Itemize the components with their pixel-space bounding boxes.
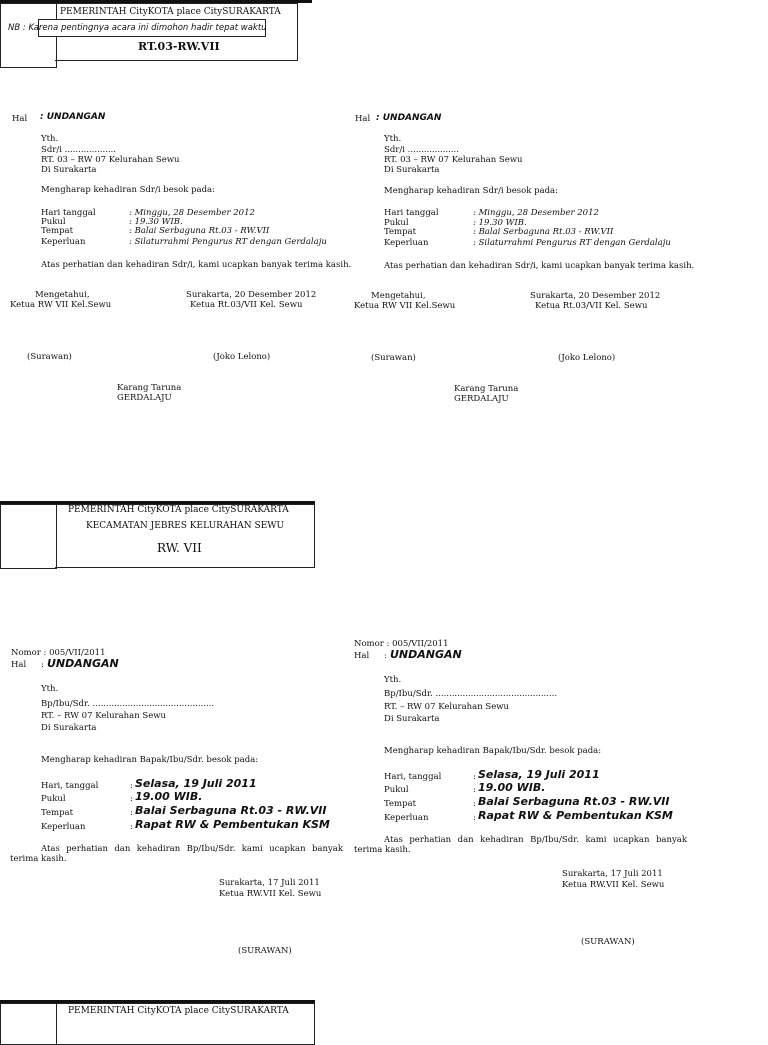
keperluan-label: Keperluan xyxy=(41,237,86,247)
closing: Atas perhatian dan kehadiran Sdr/i, kami ucapkan banyak terima kasih. xyxy=(384,261,695,271)
hari-value: Selasa, 19 Juli 2011 xyxy=(135,777,257,790)
pukul-label: Pukul xyxy=(384,785,409,795)
yth: Yth. xyxy=(41,684,59,694)
di-line: Di Surakarta xyxy=(41,723,97,733)
keperluan-value: : Silaturrahmi Pengurus RT dengan Gerdalaju xyxy=(473,238,671,248)
tempat-value: Balai Serbaguna Rt.03 - RW.VII xyxy=(135,804,327,817)
hari-label: Hari tanggal xyxy=(384,208,439,218)
hari-value: : Minggu, 28 Desember 2012 xyxy=(129,208,255,218)
hari-label: Hari, tanggal xyxy=(384,772,442,782)
hal-colon: : xyxy=(384,651,387,661)
hari-label: Hari tanggal xyxy=(41,208,96,218)
hari-label: Hari, tanggal xyxy=(41,781,99,791)
header2-line2: KECAMATAN JEBRES KELURAHAN SEWU xyxy=(86,521,285,531)
sign: (SURAWAN) xyxy=(238,946,292,956)
intro: Mengharap kehadiran Bapak/Ibu/Sdr. besok pada: xyxy=(41,755,259,765)
header2-rw: RW. VII xyxy=(157,541,202,555)
mengetahui: Mengetahui, xyxy=(35,290,90,300)
tempat-label: Tempat xyxy=(41,226,74,236)
nomor: Nomor : 005/VII/2011 xyxy=(354,639,449,649)
header1-rw: RT.03-RW.VII xyxy=(138,40,220,53)
bp-line: Bp/Ibu/Sdr. ............................................. xyxy=(41,699,215,709)
pukul-label: Pukul xyxy=(384,218,409,228)
keperluan-colon: : xyxy=(130,822,133,832)
hal-label: Hal xyxy=(354,651,370,661)
hari-colon: : xyxy=(473,772,476,782)
di-line: Di Surakarta xyxy=(384,714,440,724)
tempat-colon: : xyxy=(473,799,476,809)
header2-line1: PEMERINTAH CityKOTA place CitySURAKARTA xyxy=(68,505,289,515)
hal-value: : UNDANGAN xyxy=(40,112,106,122)
pukul-colon: : xyxy=(473,785,476,795)
header2-logo-box xyxy=(0,504,57,569)
di-line: Di Surakarta xyxy=(384,165,440,175)
tempat-value: Balai Serbaguna Rt.03 - RW.VII xyxy=(478,795,670,808)
place-date: Surakarta, 17 Juli 2011 xyxy=(219,878,320,888)
sign-right: (Joko Lelono) xyxy=(213,352,271,362)
hal-value: UNDANGAN xyxy=(390,648,462,661)
tempat-label: Tempat xyxy=(384,227,417,237)
tempat-label: Tempat xyxy=(384,799,417,809)
ketua: Ketua RW.VII Kel. Sewu xyxy=(219,889,322,899)
pukul-value: 19.00 WIB. xyxy=(135,790,203,803)
intro: Mengharap kehadiran Bapak/Ibu/Sdr. besok pada: xyxy=(384,746,602,756)
rt-line: RT. – RW 07 Kelurahan Sewu xyxy=(384,702,509,712)
ketua-rt: Ketua Rt.03/VII Kel. Sewu xyxy=(535,301,648,311)
sign: (SURAWAN) xyxy=(581,937,635,947)
nomor: Nomor : 005/VII/2011 xyxy=(11,648,106,658)
keperluan-label: Keperluan xyxy=(384,813,429,823)
hal-value: : UNDANGAN xyxy=(376,113,442,123)
tempat-colon: : xyxy=(130,808,133,818)
keperluan-colon: : xyxy=(473,813,476,823)
karang-taruna: Karang Taruna xyxy=(117,383,182,393)
yth: Yth. xyxy=(384,134,402,144)
hal-label: Hal xyxy=(12,114,28,124)
keperluan-value: : Silaturrahmi Pengurus RT dengan Gerdalaju xyxy=(129,237,327,247)
closing: Atas perhatian dan kehadiran Bp/Ibu/Sdr. kami ucapkan banyak terima kasih. xyxy=(10,844,343,864)
yth: Yth. xyxy=(41,134,59,144)
sign-left: (Surawan) xyxy=(27,352,72,362)
ketua-rt: Ketua Rt.03/VII Kel. Sewu xyxy=(190,300,303,310)
ketua-rw: Ketua RW VII Kel.Sewu xyxy=(354,301,456,311)
hal-label: Hal xyxy=(11,660,27,670)
yth: Yth. xyxy=(384,675,402,685)
hal-colon: : xyxy=(41,660,44,670)
bp-line: Bp/Ibu/Sdr. ............................................. xyxy=(384,689,558,699)
rt-line: RT. 03 – RW 07 Kelurahan Sewu xyxy=(384,155,523,165)
sdr: Sdr/i ................... xyxy=(384,145,459,155)
intro: Mengharap kehadiran Sdr/i besok pada: xyxy=(384,186,558,196)
closing: Atas perhatian dan kehadiran Bp/Ibu/Sdr. kami ucapkan banyak terima kasih. xyxy=(354,835,687,855)
header1-note: NB : Karena pentingnya acara ini dimohon hadir tepat waktu xyxy=(8,23,267,33)
pukul-value: : 19.30 WIB. xyxy=(473,218,527,228)
tempat-value: : Balai Serbaguna Rt.03 - RW.VII xyxy=(473,227,614,237)
place-date: Surakarta, 20 Desember 2012 xyxy=(530,291,661,301)
pukul-value: 19.00 WIB. xyxy=(478,781,546,794)
place-date: Surakarta, 17 Juli 2011 xyxy=(562,869,663,879)
sign-right: (Joko Lelono) xyxy=(558,353,616,363)
keperluan-label: Keperluan xyxy=(41,822,86,832)
ketua-rw: Ketua RW VII Kel.Sewu xyxy=(10,300,112,310)
gerdalaju: GERDALAJU xyxy=(454,394,509,404)
keperluan-label: Keperluan xyxy=(384,238,429,248)
hal-label: Hal xyxy=(355,114,371,124)
mengetahui: Mengetahui, xyxy=(371,291,426,301)
sign-left: (Surawan) xyxy=(371,353,416,363)
header1-line1: PEMERINTAH CityKOTA place CitySURAKARTA xyxy=(60,7,281,17)
pukul-value: : 19.30 WIB. xyxy=(129,217,183,227)
karang-taruna: Karang Taruna xyxy=(454,384,519,394)
rt-line: RT. 03 – RW 07 Kelurahan Sewu xyxy=(41,155,180,165)
hal-value: UNDANGAN xyxy=(47,657,119,670)
intro: Mengharap kehadiran Sdr/i besok pada: xyxy=(41,185,215,195)
ketua: Ketua RW.VII Kel. Sewu xyxy=(562,880,665,890)
di-line: Di Surakarta xyxy=(41,165,97,175)
hari-value: Selasa, 19 Juli 2011 xyxy=(478,768,600,781)
header3-line1: PEMERINTAH CityKOTA place CitySURAKARTA xyxy=(68,1006,289,1016)
hari-value: : Minggu, 28 Desember 2012 xyxy=(473,208,599,218)
hari-colon: : xyxy=(130,781,133,791)
pukul-label: Pukul xyxy=(41,217,66,227)
keperluan-value: Rapat RW & Pembentukan KSM xyxy=(135,818,330,831)
keperluan-value: Rapat RW & Pembentukan KSM xyxy=(478,809,673,822)
closing: Atas perhatian dan kehadiran Sdr/i, kami ucapkan banyak terima kasih. xyxy=(41,260,352,270)
header3-logo-box xyxy=(0,1003,57,1045)
pukul-colon: : xyxy=(130,794,133,804)
sdr: Sdr/i ................... xyxy=(41,145,116,155)
tempat-value: : Balai Serbaguna Rt.03 - RW.VII xyxy=(129,226,270,236)
rt-line: RT. – RW 07 Kelurahan Sewu xyxy=(41,711,166,721)
tempat-label: Tempat xyxy=(41,808,74,818)
gerdalaju: GERDALAJU xyxy=(117,393,172,403)
pukul-label: Pukul xyxy=(41,794,66,804)
place-date: Surakarta, 20 Desember 2012 xyxy=(186,290,317,300)
